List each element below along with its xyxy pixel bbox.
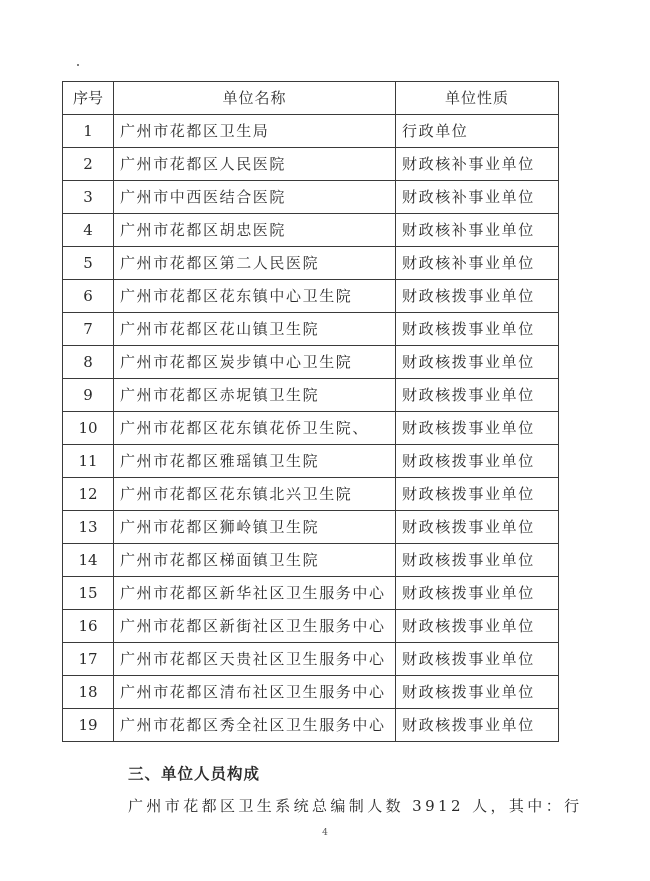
cell-unit-name: 广州市花都区雅瑶镇卫生院 <box>114 445 396 478</box>
header-serial-number: 序号 <box>63 82 114 115</box>
cell-serial-number: 14 <box>63 544 114 577</box>
cell-unit-name: 广州市花都区卫生局 <box>114 115 396 148</box>
cell-unit-nature: 财政核拨事业单位 <box>396 577 559 610</box>
cell-unit-nature: 财政核拨事业单位 <box>396 346 559 379</box>
table-row <box>63 247 559 280</box>
cell-serial-number: 15 <box>63 577 114 610</box>
cell-unit-name: 广州市花都区狮岭镇卫生院 <box>114 511 396 544</box>
cell-unit-nature: 财政核拨事业单位 <box>396 280 559 313</box>
cell-serial-number: 11 <box>63 445 114 478</box>
cell-serial-number: 2 <box>63 148 114 181</box>
cell-serial-number: 3 <box>63 181 114 214</box>
table-row <box>63 643 559 676</box>
unit-table <box>62 81 559 742</box>
cell-unit-nature: 财政核补事业单位 <box>396 214 559 247</box>
cell-unit-name: 广州市花都区花东镇北兴卫生院 <box>114 478 396 511</box>
table-row <box>63 412 559 445</box>
cell-serial-number: 1 <box>63 115 114 148</box>
table-row <box>63 676 559 709</box>
cell-unit-name: 广州市花都区第二人民医院 <box>114 247 396 280</box>
page-number: 4 <box>322 828 328 838</box>
table-row <box>63 214 559 247</box>
cell-unit-nature: 财政核拨事业单位 <box>396 643 559 676</box>
cell-unit-nature: 财政核拨事业单位 <box>396 610 559 643</box>
cell-unit-nature: 财政核拨事业单位 <box>396 445 559 478</box>
cell-unit-nature: 行政单位 <box>396 115 559 148</box>
cell-serial-number: 5 <box>63 247 114 280</box>
cell-unit-nature: 财政核拨事业单位 <box>396 412 559 445</box>
cell-unit-nature: 财政核拨事业单位 <box>396 313 559 346</box>
body-paragraph: 广州市花都区卫生系统总编制人数 3912 人，其中：行 <box>128 797 583 815</box>
table-row <box>63 610 559 643</box>
cell-serial-number: 8 <box>63 346 114 379</box>
section-heading: 三、单位人员构成 <box>128 764 261 783</box>
cell-serial-number: 6 <box>63 280 114 313</box>
table-row <box>63 280 559 313</box>
cell-unit-nature: 财政核拨事业单位 <box>396 676 559 709</box>
cell-unit-name: 广州市中西医结合医院 <box>114 181 396 214</box>
cell-serial-number: 4 <box>63 214 114 247</box>
cell-serial-number: 10 <box>63 412 114 445</box>
cell-unit-name: 广州市花都区新街社区卫生服务中心 <box>114 610 396 643</box>
cell-unit-name: 广州市花都区炭步镇中心卫生院 <box>114 346 396 379</box>
cell-unit-name: 广州市花都区花东镇花侨卫生院、 <box>114 412 396 445</box>
cell-serial-number: 12 <box>63 478 114 511</box>
cell-unit-name: 广州市花都区胡忠医院 <box>114 214 396 247</box>
cell-unit-name: 广州市花都区花山镇卫生院 <box>114 313 396 346</box>
cell-serial-number: 18 <box>63 676 114 709</box>
cell-unit-name: 广州市花都区秀全社区卫生服务中心 <box>114 709 396 742</box>
cell-unit-name: 广州市花都区天贵社区卫生服务中心 <box>114 643 396 676</box>
cell-unit-name: 广州市花都区梯面镇卫生院 <box>114 544 396 577</box>
table-row <box>63 313 559 346</box>
cell-serial-number: 9 <box>63 379 114 412</box>
cell-serial-number: 7 <box>63 313 114 346</box>
table-row <box>63 577 559 610</box>
cell-serial-number: 13 <box>63 511 114 544</box>
cell-unit-nature: 财政核补事业单位 <box>396 148 559 181</box>
cell-unit-nature: 财政核补事业单位 <box>396 181 559 214</box>
cell-unit-name: 广州市花都区新华社区卫生服务中心 <box>114 577 396 610</box>
table-row <box>63 181 559 214</box>
cell-unit-nature: 财政核拨事业单位 <box>396 709 559 742</box>
table-row <box>63 445 559 478</box>
cell-unit-nature: 财政核拨事业单位 <box>396 379 559 412</box>
cell-unit-nature: 财政核拨事业单位 <box>396 544 559 577</box>
table-row <box>63 379 559 412</box>
table-row <box>63 346 559 379</box>
cell-serial-number: 19 <box>63 709 114 742</box>
header-unit-name: 单位名称 <box>114 82 396 115</box>
table-row <box>63 544 559 577</box>
cell-unit-nature: 财政核拨事业单位 <box>396 478 559 511</box>
cell-serial-number: 17 <box>63 643 114 676</box>
table-row <box>63 511 559 544</box>
table-row <box>63 148 559 181</box>
table-row <box>63 478 559 511</box>
cell-unit-nature: 财政核补事业单位 <box>396 247 559 280</box>
cell-unit-name: 广州市花都区人民医院 <box>114 148 396 181</box>
table-row <box>63 709 559 742</box>
cell-unit-name: 广州市花都区清布社区卫生服务中心 <box>114 676 396 709</box>
cell-unit-name: 广州市花都区赤坭镇卫生院 <box>114 379 396 412</box>
cell-serial-number: 16 <box>63 610 114 643</box>
cell-unit-nature: 财政核拨事业单位 <box>396 511 559 544</box>
table-row <box>63 115 559 148</box>
cell-unit-name: 广州市花都区花东镇中心卫生院 <box>114 280 396 313</box>
scan-speck <box>77 64 79 66</box>
header-unit-nature: 单位性质 <box>396 82 559 115</box>
table-header-row <box>63 82 559 115</box>
